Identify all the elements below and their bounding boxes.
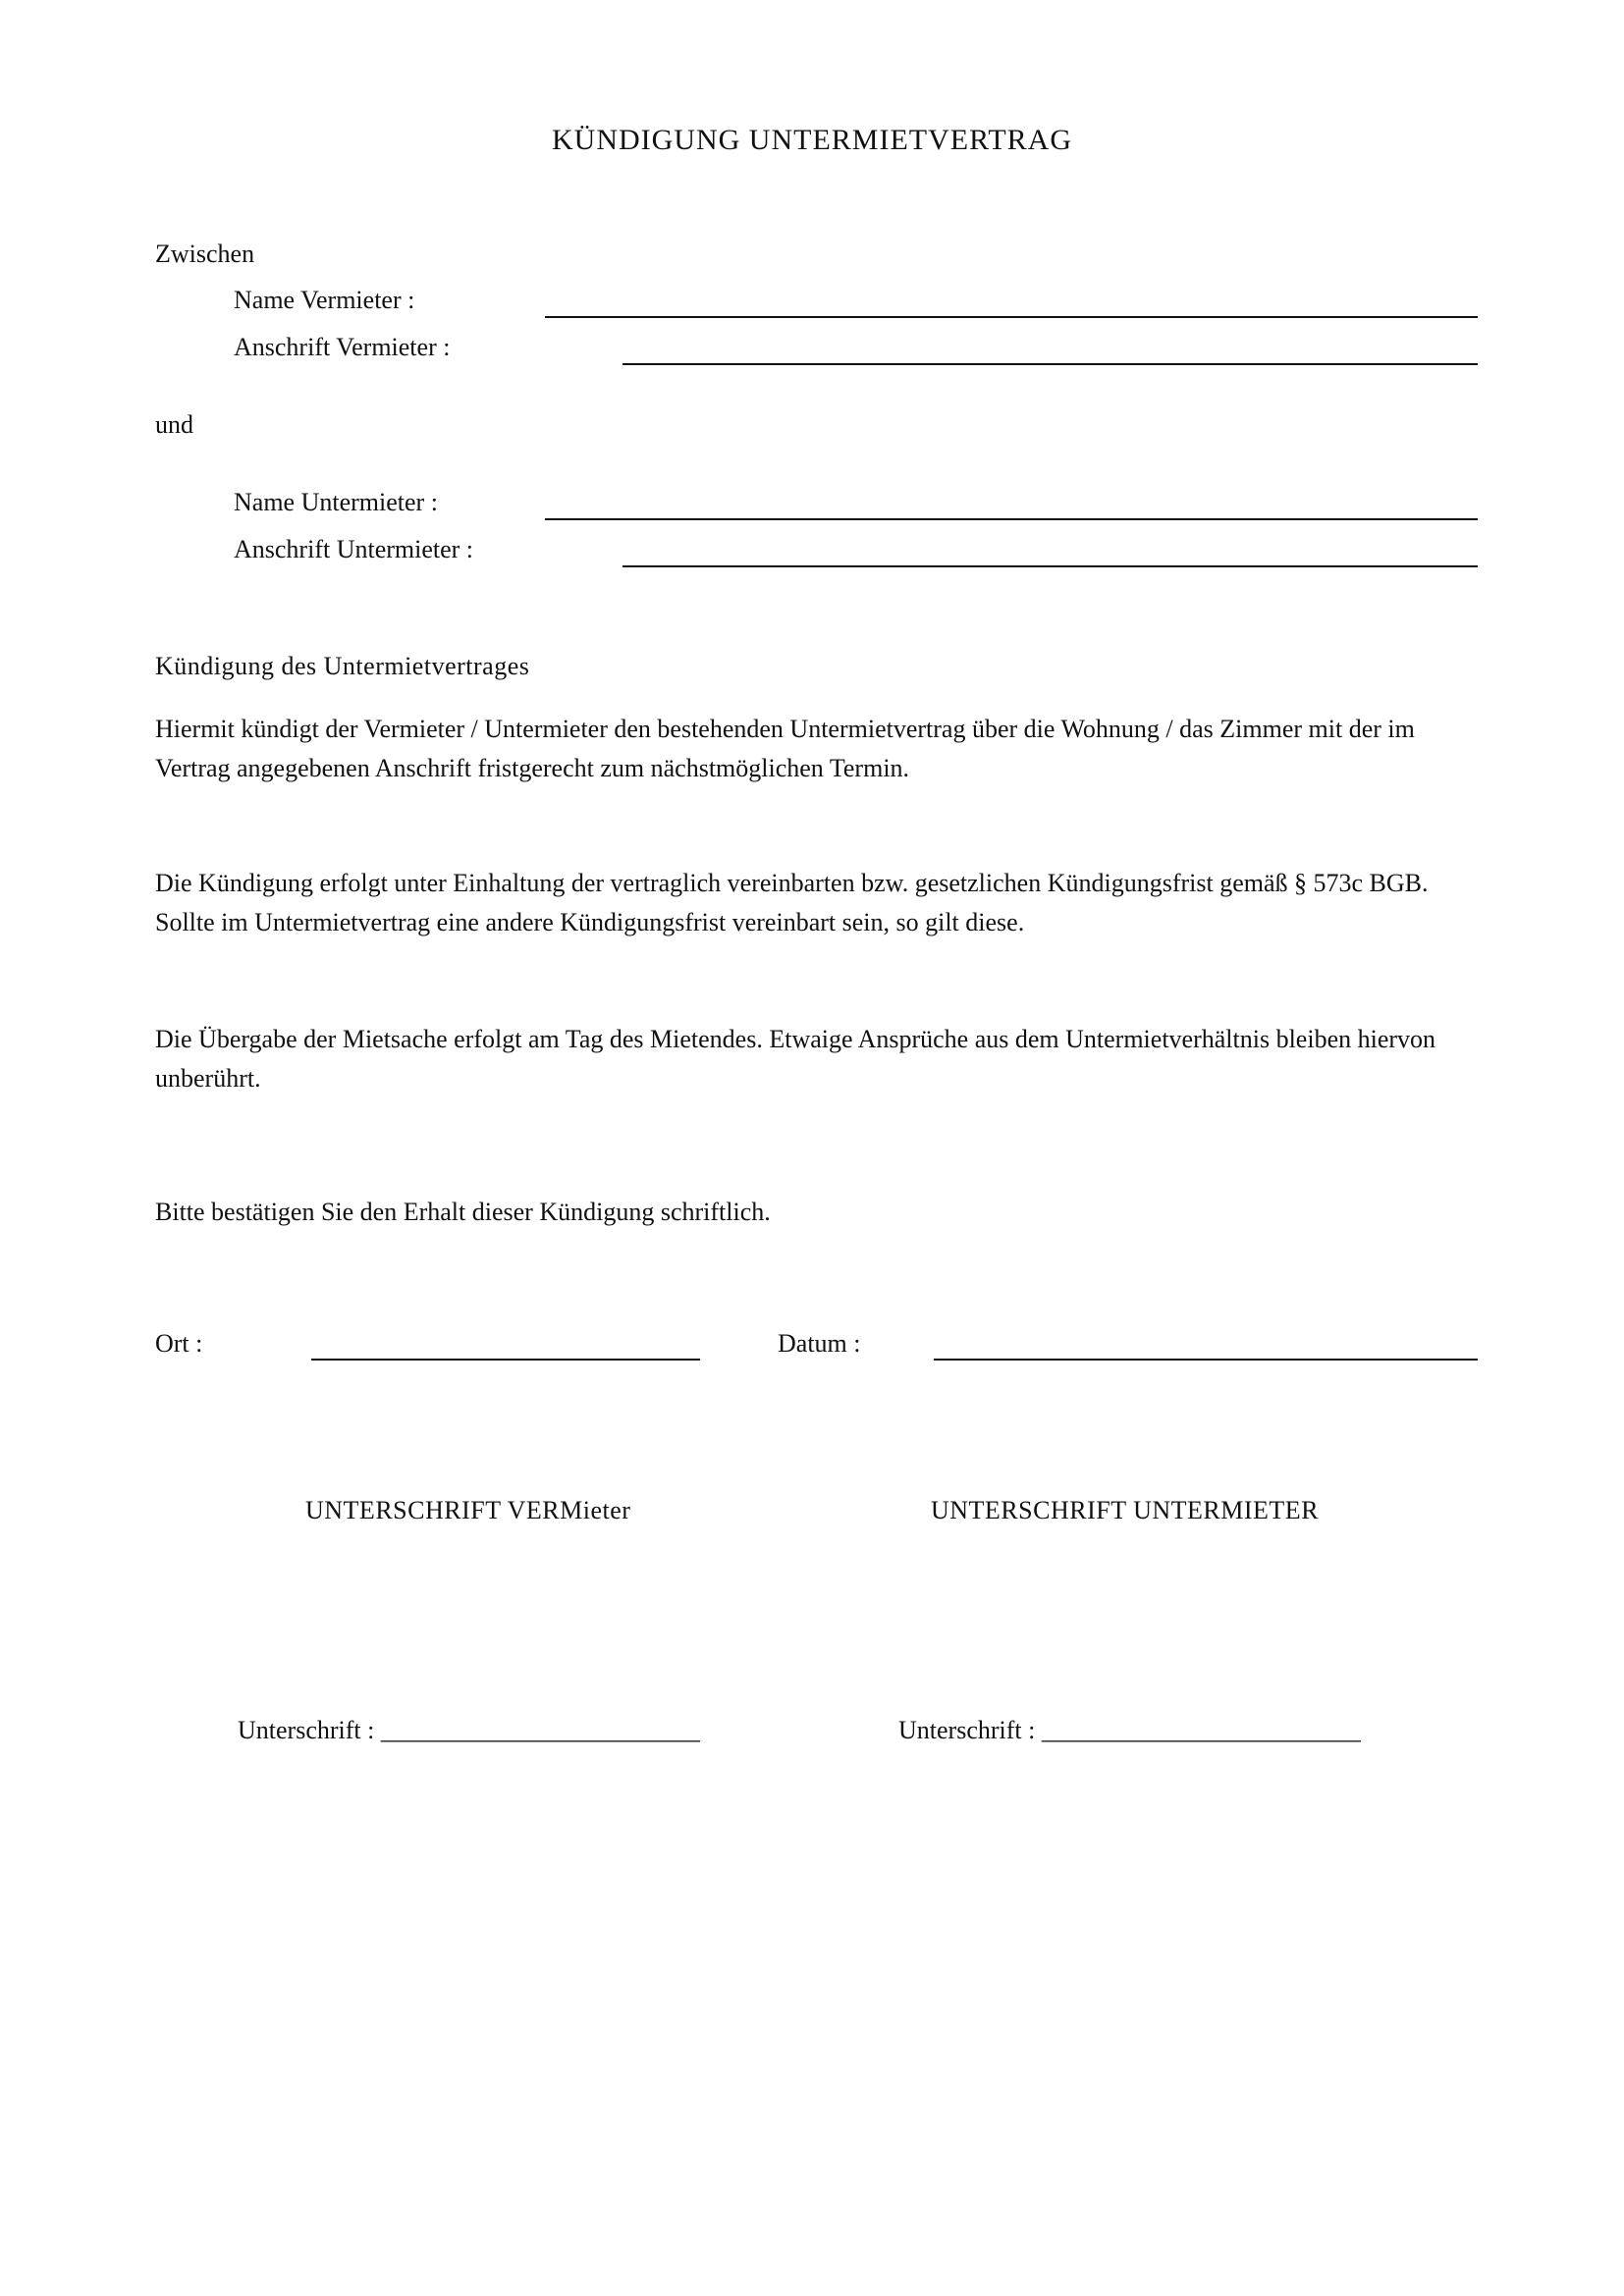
subtenant-address-line[interactable] [623,565,1478,567]
date-line[interactable] [934,1359,1478,1361]
between-label: Zwischen [155,240,255,268]
section-title: Kündigung des Untermietvertrages [155,652,530,680]
paragraph-termination: Hiermit kündigt der Vermieter / Untermieter den bestehenden Untermietvertrag über die Wohnung / das Zimmer mit der im Vertrag angegebenen Anschrift fristgerecht zum nächstmöglichen Termin. [155,715,1415,782]
signature-subtenant-heading: UNTERSCHRIFT UNTERMIETER [931,1496,1320,1524]
paragraph-confirmation: Bitte bestätigen Sie den Erhalt dieser Kündigung schriftlich. [155,1198,771,1226]
signature-subtenant-field[interactable]: Unterschrift : _________________________ [898,1716,1361,1744]
place-label: Ort : [155,1329,203,1358]
and-label: und [155,410,193,439]
document-title: KÜNDIGUNG UNTERMIETVERTRAG [552,124,1072,156]
landlord-address-label: Anschrift Vermieter : [234,333,451,361]
paragraph-notice-period: Die Kündigung erfolgt unter Einhaltung der vertraglich vereinbarten bzw. gesetzlichen Kündigungsfrist gemäß § 573c BGB. Sollte im Untermietvertrag eine andere Kündigungsfrist vereinbart sein, so gilt diese. [155,869,1429,936]
subtenant-name-label: Name Untermieter : [234,488,438,516]
landlord-address-line[interactable] [623,363,1478,365]
date-label: Datum : [778,1329,861,1358]
landlord-name-label: Name Vermieter : [234,286,415,314]
place-line[interactable] [311,1359,700,1361]
signature-landlord-heading: UNTERSCHRIFT VERMieter [305,1496,631,1524]
signature-landlord-field[interactable]: Unterschrift : _________________________ [238,1716,700,1744]
landlord-name-line[interactable] [545,316,1478,318]
paragraph-handover: Die Übergabe der Mietsache erfolgt am Tag des Mietendes. Etwaige Ansprüche aus dem Untermietverhältnis bleiben hiervon unberührt. [155,1025,1436,1093]
subtenant-name-line[interactable] [545,518,1478,520]
subtenant-address-label: Anschrift Untermieter : [234,535,474,563]
